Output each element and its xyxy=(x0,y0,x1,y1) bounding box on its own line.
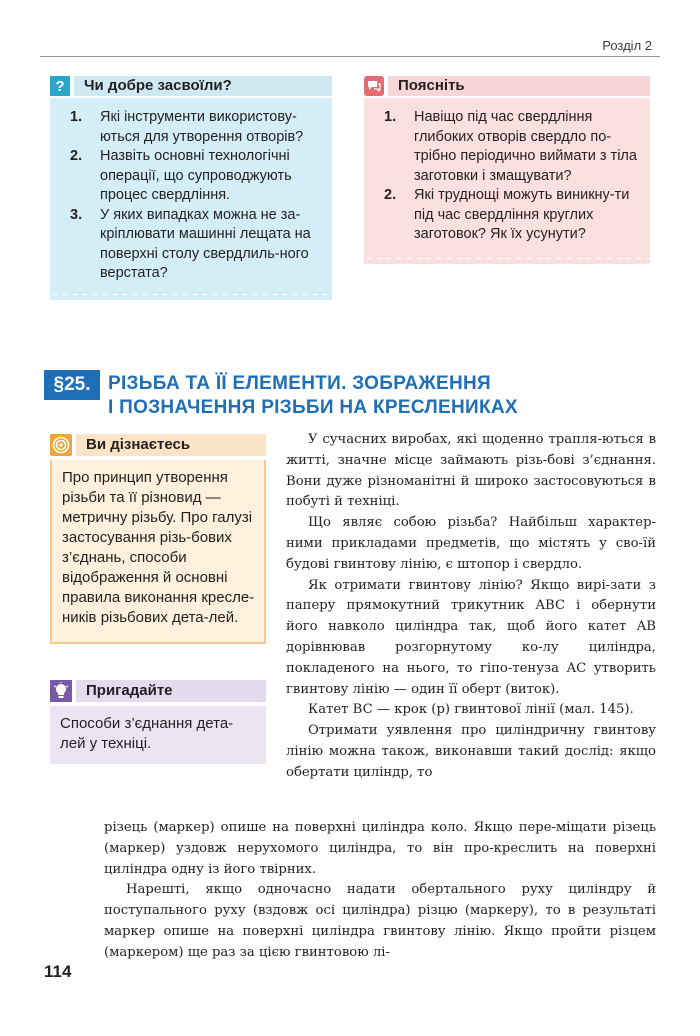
list-item xyxy=(70,108,320,147)
page-header xyxy=(0,0,700,58)
item-number: 2. xyxy=(384,187,397,203)
explain-questions-box xyxy=(364,74,650,258)
paragraph: Отримати уявлення про циліндричну гвинтову лінію можна також, виконавши такий дослід: якщо обертати циліндр, то xyxy=(286,723,656,780)
section-title xyxy=(108,372,668,420)
list-item xyxy=(384,108,638,186)
learn-box-text: Про принцип утворення різьби та її різновид — метричну різьбу. Про галузі застосування різь-бових з’єднань, способи відображення й основні правила виконання кресле-ників різьбових дета-лей. xyxy=(50,460,266,644)
explain-questions-title: Поясніть xyxy=(388,76,650,96)
item-number: 1. xyxy=(384,109,397,125)
item-number: 2. xyxy=(70,148,83,164)
wavy-edge xyxy=(364,254,650,264)
item-number: 3. xyxy=(70,206,83,223)
body-column-right xyxy=(286,430,656,784)
lightbulb-icon xyxy=(50,680,72,702)
body-column-full xyxy=(104,818,656,964)
recall-box-text: Способи з’єднання дета-лей у техніці. xyxy=(50,706,266,764)
list-item xyxy=(70,206,320,284)
review-questions-box xyxy=(50,74,332,294)
speech-bubble-icon xyxy=(364,76,384,96)
list-item xyxy=(384,186,638,245)
paragraph: У сучасних виробах, які щоденно трапля-ються в житті, значне місце займають різь-бові з’єднання. Вони дуже різноманітні й широко застосовуються в побуті й техніці. xyxy=(286,432,656,510)
explain-questions-list xyxy=(384,108,638,245)
target-icon xyxy=(50,434,72,456)
item-text: Які інструменти використову-ються для утворення отворів? xyxy=(100,109,304,145)
review-questions-body xyxy=(50,98,332,294)
question-mark-icon: ? xyxy=(50,76,70,96)
page-number: 114 xyxy=(44,962,72,981)
learn-box-title: Ви дізнаєтесь xyxy=(76,434,266,456)
recall-box-title: Пригадайте xyxy=(76,680,266,702)
item-text: Які труднощі можуть виникну-ти під час свердління круглих заготовок? Як їх усунути? xyxy=(414,187,630,242)
paragraph: Як отримати гвинтову лінію? Якщо вирі-зати з паперу прямокутний трикутник ABC і обернути його навколо циліндра так, щоб його катет AB дорівнював розгорнутому ко-лу циліндра, покладеного на нього, то гіпо-тенуза AC утворить гвинтову лінію — один її оберт (виток). xyxy=(286,577,656,697)
item-number: 1. xyxy=(70,109,83,125)
review-questions-header xyxy=(50,74,332,100)
explain-questions-body xyxy=(364,98,650,258)
review-questions-title: Чи добре засвоїли? xyxy=(74,76,332,96)
item-text: У яких випадках можна не за-кріплювати машинні лещата на поверхні столу свердлиль-ного верстата? xyxy=(100,206,311,281)
section-title-line: РІЗЬБА ТА ЇЇ ЕЛЕМЕНТИ. ЗОБРАЖЕННЯ xyxy=(108,373,491,394)
section-number: §25. xyxy=(44,370,100,400)
recall-box xyxy=(50,680,266,764)
learn-box xyxy=(50,434,266,644)
explain-questions-header xyxy=(364,74,650,100)
paragraph: Нарешті, якщо одночасно надати обертального руху циліндру й поступального руху (вздовж осі циліндра) різцю (маркеру), то в результаті маркер опише на поверхні циліндра гвинтову лінію. Якщо пройти різцем (маркером) ще раз за цією гвинтовою лі- xyxy=(104,882,656,960)
item-text: Назвіть основні технологічні операції, що супроводжують процес свердління. xyxy=(100,148,292,203)
recall-box-header xyxy=(50,680,266,706)
list-item xyxy=(70,147,320,206)
wavy-edge xyxy=(50,290,332,300)
section-title-line: І ПОЗНАЧЕННЯ РІЗЬБИ НА КРЕСЛЕНИКАХ xyxy=(108,397,518,418)
review-questions-list xyxy=(70,108,320,284)
paragraph: Що являє собою різьба? Найбільш характер-ними прикладами предметів, що містять у сво-їй будові гвинтову лінію, є штопор і свердло. xyxy=(286,515,656,572)
chapter-label: Розділ 2 xyxy=(602,38,652,53)
item-text: Навіщо під час свердління глибоких отворів свердло по-трібно періодично виймати з тіла заготовки і змащувати? xyxy=(414,109,637,184)
paragraph: Катет BC — крок (p) гвинтової лінії (мал. 145). xyxy=(308,702,634,718)
paragraph: різець (маркер) опише на поверхні циліндра коло. Якщо пере-міщати різець (маркер) уздовж нерухомого циліндра, то він про-креслить на поверхні циліндра одну із його твірних. xyxy=(104,820,656,877)
learn-box-header xyxy=(50,434,266,460)
header-rule xyxy=(40,56,660,57)
